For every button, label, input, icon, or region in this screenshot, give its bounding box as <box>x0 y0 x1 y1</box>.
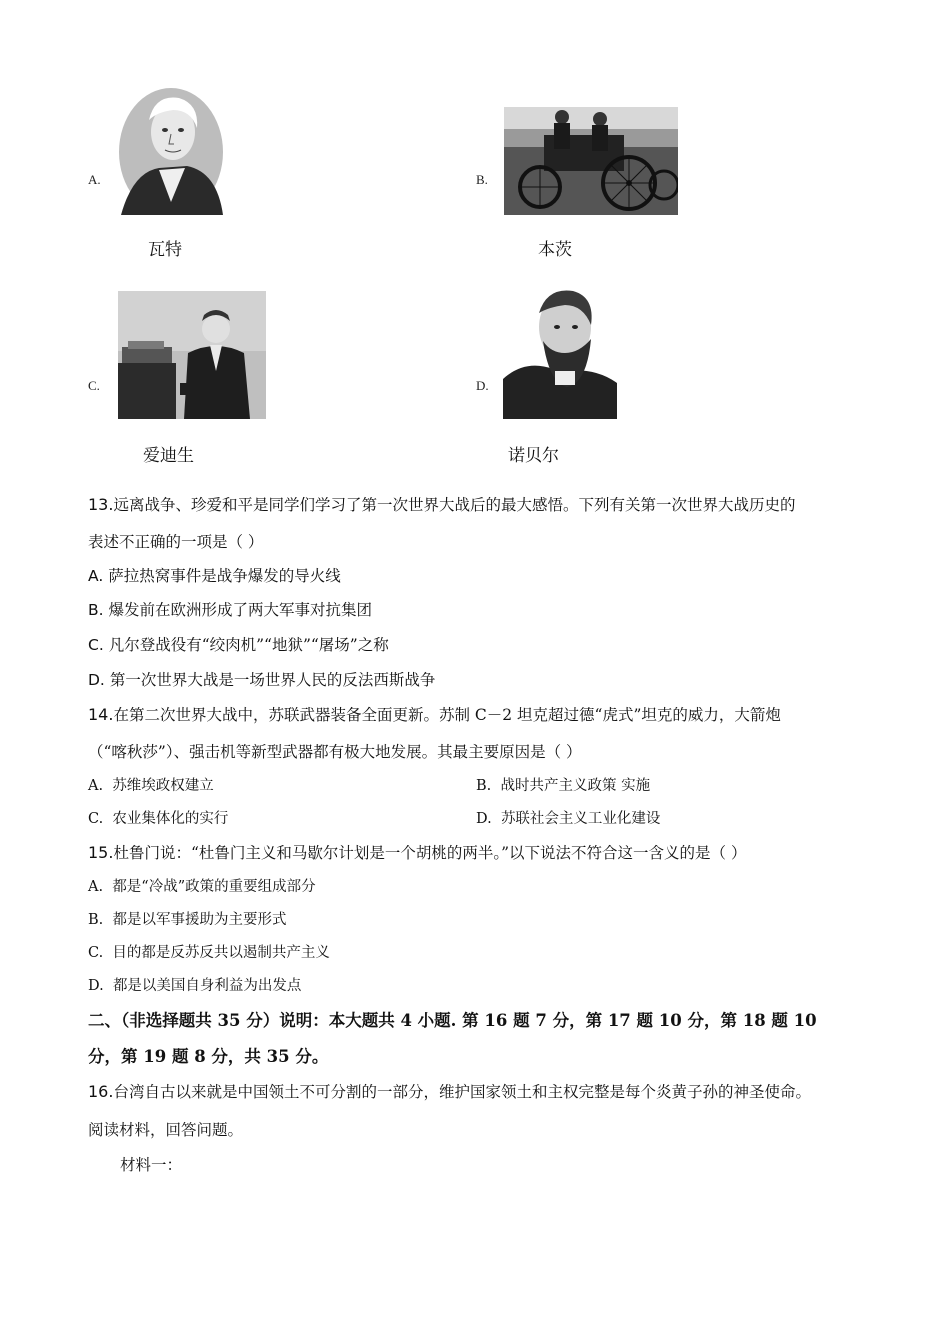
option-letter: D. <box>88 671 105 689</box>
option-letter: D. <box>476 378 489 393</box>
option-letter: C. <box>88 378 100 393</box>
question-stem <box>88 495 795 515</box>
option-letter: D. <box>88 978 104 994</box>
option-a[interactable] <box>88 877 316 897</box>
option-letter: C. <box>88 811 104 827</box>
option-d[interactable] <box>476 809 660 829</box>
stem-line: 台湾自古以来就是中国领土不可分割的一部分，维护国家领土和主权完整是每个炎黄子孙的神圣使命。 <box>113 1083 811 1101</box>
option-d[interactable] <box>88 976 301 996</box>
option-text: 爆发前在欧洲形成了两大军事对抗集团 <box>108 601 373 619</box>
option-text: 萨拉热窝事件是战争爆发的导火线 <box>108 567 341 585</box>
material-label: 材料一： <box>120 1156 183 1174</box>
question-number: 14. <box>88 705 114 724</box>
option-text: 苏维埃政权建立 <box>112 778 214 794</box>
portrait-nobel-image <box>503 283 617 419</box>
option-text: 都是以美国自身利益为出发点 <box>112 978 302 994</box>
section-heading-line: 二、（非选择题共 35 分）说明：本大题共 4 小题. 第 16 题 7 分，第 17 题 10 分，第 18 题 10 <box>88 1011 817 1030</box>
stem-line: 杜鲁门说：“杜鲁门主义和马歇尔计划是一个胡桃的两半。”以下说法不符合这一含义的是（ ） <box>113 844 747 862</box>
option-letter: B. <box>476 778 492 794</box>
option-c[interactable] <box>88 635 389 655</box>
option-a[interactable] <box>88 566 341 586</box>
option-c[interactable] <box>88 809 228 829</box>
option-letter: D. <box>476 811 492 827</box>
option-text: 都是以军事援助为主要形式 <box>112 912 287 928</box>
option-letter: A. <box>88 172 101 187</box>
option-b[interactable] <box>476 776 650 796</box>
option-caption: 本茨 <box>538 240 572 260</box>
option-caption: 诺贝尔 <box>508 446 559 466</box>
option-text: 农业集体化的实行 <box>112 811 229 827</box>
option-text: 苏联社会主义工业化建设 <box>500 811 661 827</box>
option-text: 凡尔登战役有“绞肉机”“地狱”“屠场”之称 <box>108 636 389 654</box>
option-letter: C. <box>88 945 104 961</box>
option-d[interactable] <box>88 670 435 690</box>
question-stem <box>88 705 781 725</box>
option-c[interactable] <box>88 943 330 963</box>
option-a[interactable] <box>88 776 214 796</box>
option-b[interactable] <box>88 600 372 620</box>
question-stem <box>88 843 746 863</box>
option-letter: A. <box>88 778 104 794</box>
option-letter: B. <box>476 172 488 187</box>
stem-line: 在第二次世界大战中，苏联武器装备全面更新。苏制 C－2 坦克超过德“虎式”坦克的威力，大箭炮 <box>113 706 781 724</box>
option-letter: B. <box>88 912 104 928</box>
question-number: 16. <box>88 1082 114 1101</box>
question-stem <box>88 1082 811 1102</box>
stem-line: （“喀秋莎”）、强击机等新型武器都有极大地发展。其最主要原因是（ ） <box>88 743 582 761</box>
option-text: 第一次世界大战是一场世界人民的反法西斯战争 <box>109 671 436 689</box>
option-text: 战时共产主义政策 实施 <box>500 778 651 794</box>
question-number: 13. <box>88 495 114 514</box>
stem-line: 阅读材料，回答问题。 <box>88 1121 244 1139</box>
portrait-watt-image <box>113 80 225 215</box>
option-letter: C. <box>88 636 104 654</box>
option-letter: A. <box>88 567 104 585</box>
option-text: 都是“冷战”政策的重要组成部分 <box>112 879 316 895</box>
section-heading-line: 分，第 19 题 8 分，共 35 分。 <box>88 1047 329 1066</box>
stem-line: 远离战争、珍爱和平是同学们学习了第一次世界大战后的最大感悟。下列有关第一次世界大战历史的 <box>113 496 796 514</box>
option-text: 目的都是反苏反共以遏制共产主义 <box>112 945 330 961</box>
option-caption: 爱迪生 <box>143 446 194 466</box>
option-letter: A. <box>88 879 104 895</box>
benz-automobile-image <box>504 107 678 215</box>
option-caption: 瓦特 <box>148 240 182 260</box>
question-number: 15. <box>88 843 114 862</box>
stem-line: 表述不正确的一项是（ ） <box>88 533 264 551</box>
edison-phonograph-image <box>118 291 266 419</box>
option-letter: B. <box>88 601 104 619</box>
option-b[interactable] <box>88 910 286 930</box>
